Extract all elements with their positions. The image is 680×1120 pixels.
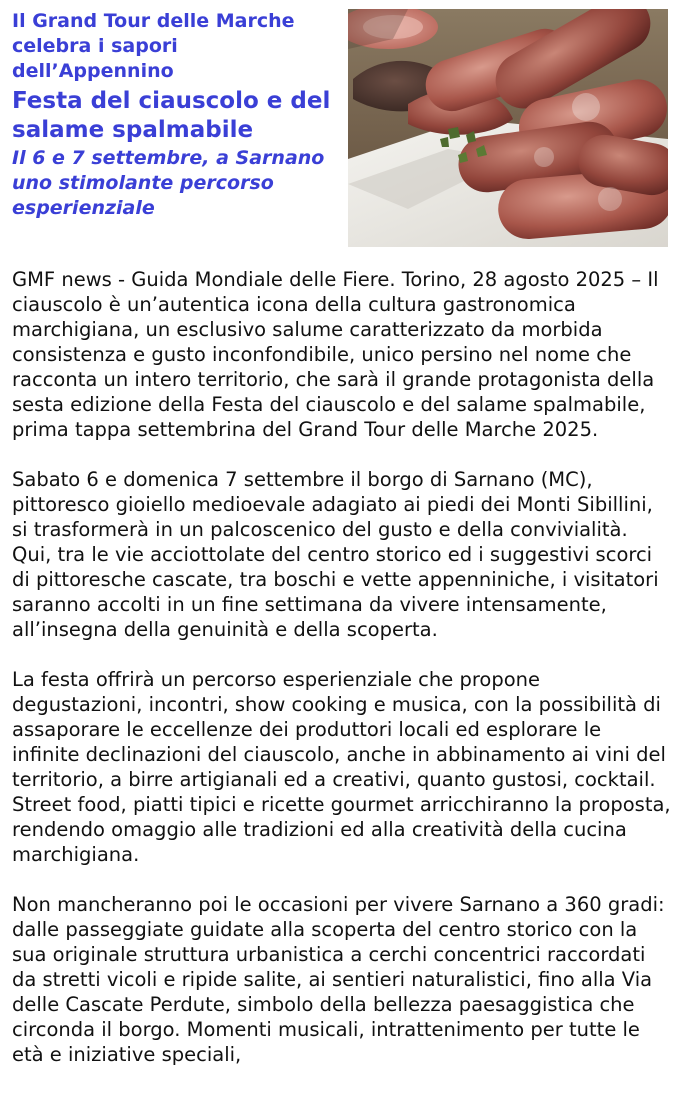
paragraph-activities: Non mancheranno poi le occasioni per vivere Sarnano a 360 gradi: dalle passeggiate guidate alla scoperta del centro storico con la sua originale struttura urbanistica a cerchi concentrici raccordati da stretti vicoli e ripide salite, ai sentieri naturalistici, fino alla Via delle Cascate Perdute, simbolo della bellezza paesaggistica che circonda il borgo. Momenti musicali, intrattenimento per tutte le età e iniziative speciali, [12, 893, 665, 1066]
subheadline: Il 6 e 7 settembre, a Sarnano uno stimolante percorso esperienziale [12, 147, 325, 219]
article-body [12, 267, 672, 1092]
paragraph-dates: Sabato 6 e domenica 7 settembre il borgo di Sarnano (MC), pittoresco gioiello medioevale adagiato ai piedi dei Monti Sibillini, si trasformerà in un palcoscenico del gusto e della convivialità. Qui, tra le vie acciottolate del centro storico ed i suggestivi scorci di pittoresche cascate, tra boschi e vette appenniniche, i visitatori saranno accolti in un fine settimana da vivere intensamente, all’insegna della genuinità e della scoperta. [12, 468, 659, 641]
paragraph-intro: GMF news - Guida Mondiale delle Fiere. Torino, 28 agosto 2025 – Il ciauscolo è un’autentica icona della cultura gastronomica marchigiana, un esclusivo salume caratterizzato da morbida consistenza e gusto inconfondibile, unico persino nel nome che racconta un intero territorio, che sarà il grande protagonista della sesta edizione della Festa del ciauscolo e del salame spalmabile, prima tappa settembrina del Grand Tour delle Marche 2025. [12, 268, 659, 441]
article-photo [348, 9, 668, 247]
sausages-photo-illustration [348, 9, 668, 247]
kicker: Il Grand Tour delle Marche celebra i sapori dell’Appennino [12, 10, 295, 82]
article-header [12, 9, 337, 221]
headline: Festa del ciauscolo e del salame spalmabile [12, 88, 331, 143]
paragraph-program: La festa offrirà un percorso esperienziale che propone degustazioni, incontri, show cooking e musica, con la possibilità di assaporare le eccellenze dei produttori locali ed esplorare le infinite declinazioni del ciauscolo, anche in abbinamento ai vini del territorio, a birre artigianali ed a creativi, quanto gustosi, cocktail. Street food, piatti tipici e ricette gourmet arricchiranno la proposta, rendendo omaggio alle tradizioni ed alla creatività della cucina marchigiana. [12, 668, 671, 866]
